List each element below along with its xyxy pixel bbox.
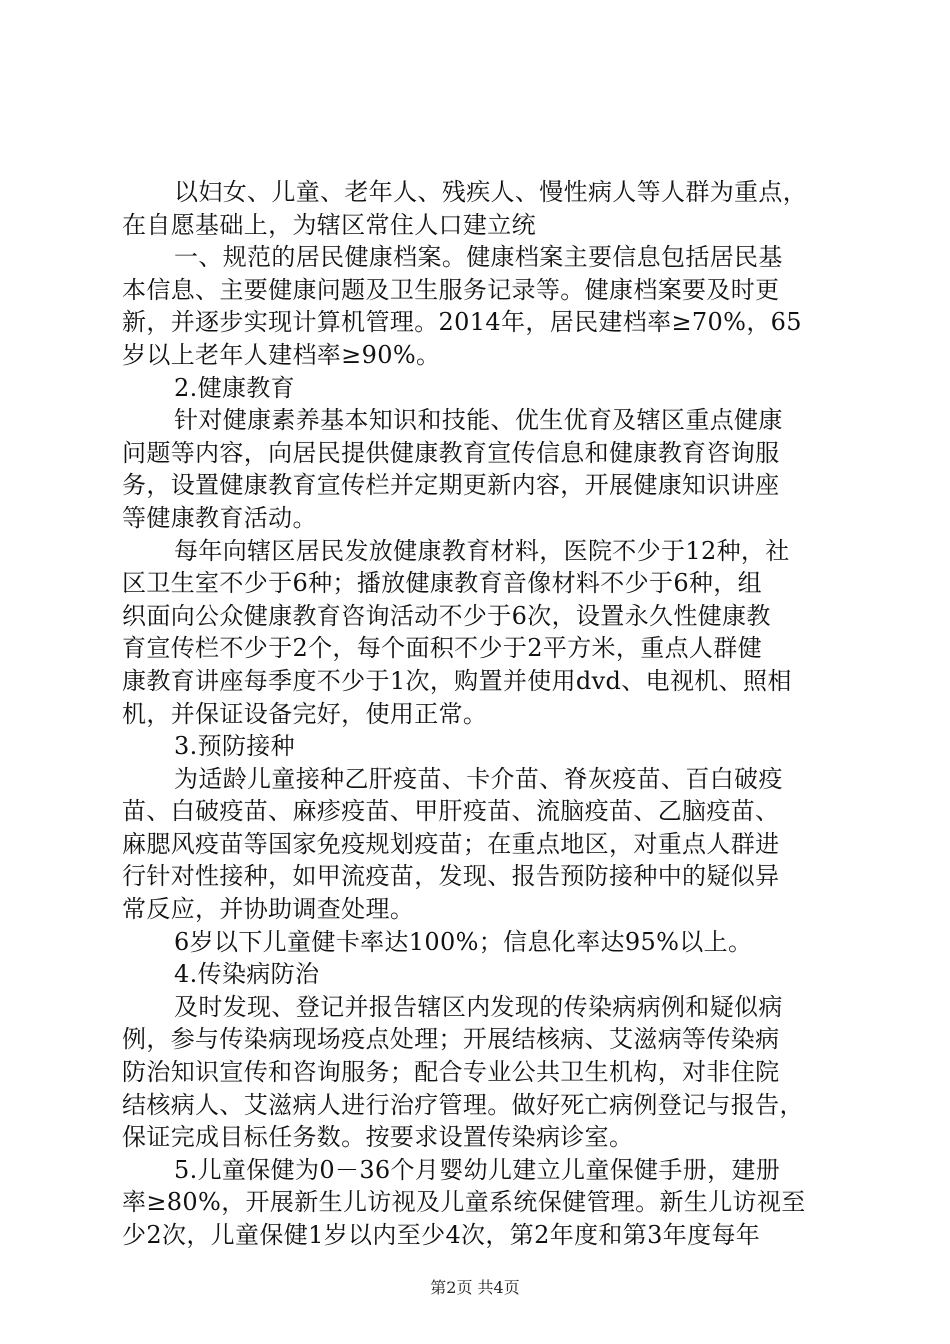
text-line: 在自愿基础上，为辖区常住人口建立统 [122, 210, 536, 239]
text-line: 机，并保证设备完好，使用正常。 [122, 699, 488, 728]
text-line: 行针对性接种，如甲流疫苗，发现、报告预防接种中的疑似异 [122, 862, 780, 891]
text-line: 为适龄儿童接种乙肝疫苗、卡介苗、脊灰疫苗、百白破疫 [174, 764, 783, 793]
text-line: 2.健康教育 [174, 373, 295, 402]
text-line: 康教育讲座每季度不少于1次，购置并使用dvd、电视机、照相 [122, 666, 792, 695]
text-line: 育宣传栏不少于2个，每个面积不少于2平方米，重点人群健 [122, 634, 762, 663]
text-line: 织面向公众健康教育咨询活动不少于6次，设置永久性健康教 [122, 601, 771, 630]
text-line: 少2次，儿童保健1岁以内至少4次，第2年度和第3年度每年 [122, 1221, 761, 1249]
text-line: 4.传染病防治 [174, 960, 320, 989]
text-line: 问题等内容，向居民提供健康教育宣传信息和健康教育咨询服 [122, 438, 780, 467]
text-line: 5.儿童保健为0－36个月婴幼儿建立儿童保健手册，建册 [174, 1155, 781, 1184]
text-line: 3.预防接种 [174, 732, 295, 761]
text-line: 岁以上老年人建档率≥90%。 [122, 340, 441, 369]
text-line: 常反应，并协助调查处理。 [122, 895, 415, 924]
text-line: 一、规范的居民健康档案。健康档案主要信息包括居民基 [174, 243, 783, 272]
text-line: 针对健康素养基本知识和技能、优生优育及辖区重点健康 [174, 406, 783, 435]
text-line: 以妇女、儿童、老年人、残疾人、慢性病人等人群为重点， [174, 178, 808, 206]
text-line: 结核病人、艾滋病人进行治疗管理。做好死亡病例登记与报告， [122, 1090, 804, 1119]
text-line: 每年向辖区居民发放健康教育材料，医院不少于12种，社 [174, 536, 790, 565]
text-line: 区卫生室不少于6种；播放健康教育音像材料不少于6种，组 [122, 569, 762, 598]
document-body [122, 176, 834, 1252]
text-line: 防治知识宣传和咨询服务；配合专业公共卫生机构，对非住院 [122, 1058, 780, 1087]
text-line: 率≥80%，开展新生儿访视及儿童系统保健管理。新生儿访视至 [122, 1188, 806, 1217]
page-footer: 第2页 共4页 [430, 1278, 520, 1297]
text-line: 本信息、主要健康问题及卫生服务记录等。健康档案要及时更 [122, 275, 780, 304]
text-line: 6岁以下儿童健卡率达100%；信息化率达95%以上。 [174, 927, 753, 956]
text-line: 保证完成目标任务数。按要求设置传染病诊室。 [122, 1123, 634, 1152]
text-line: 新，并逐步实现计算机管理。2014年，居民建档率≥70%，65 [122, 308, 802, 337]
text-line: 例，参与传染病现场疫点处理；开展结核病、艾滋病等传染病 [122, 1025, 780, 1054]
text-line: 苗、白破疫苗、麻疹疫苗、甲肝疫苗、流脑疫苗、乙脑疫苗、 [122, 797, 780, 826]
text-line: 等健康教育活动。 [122, 503, 317, 532]
text-line: 麻腮风疫苗等国家免疫规划疫苗；在重点地区，对重点人群进 [122, 829, 780, 858]
text-line: 及时发现、登记并报告辖区内发现的传染病病例和疑似病 [174, 992, 783, 1021]
text-line: 务，设置健康教育宣传栏并定期更新内容，开展健康知识讲座 [122, 471, 780, 500]
